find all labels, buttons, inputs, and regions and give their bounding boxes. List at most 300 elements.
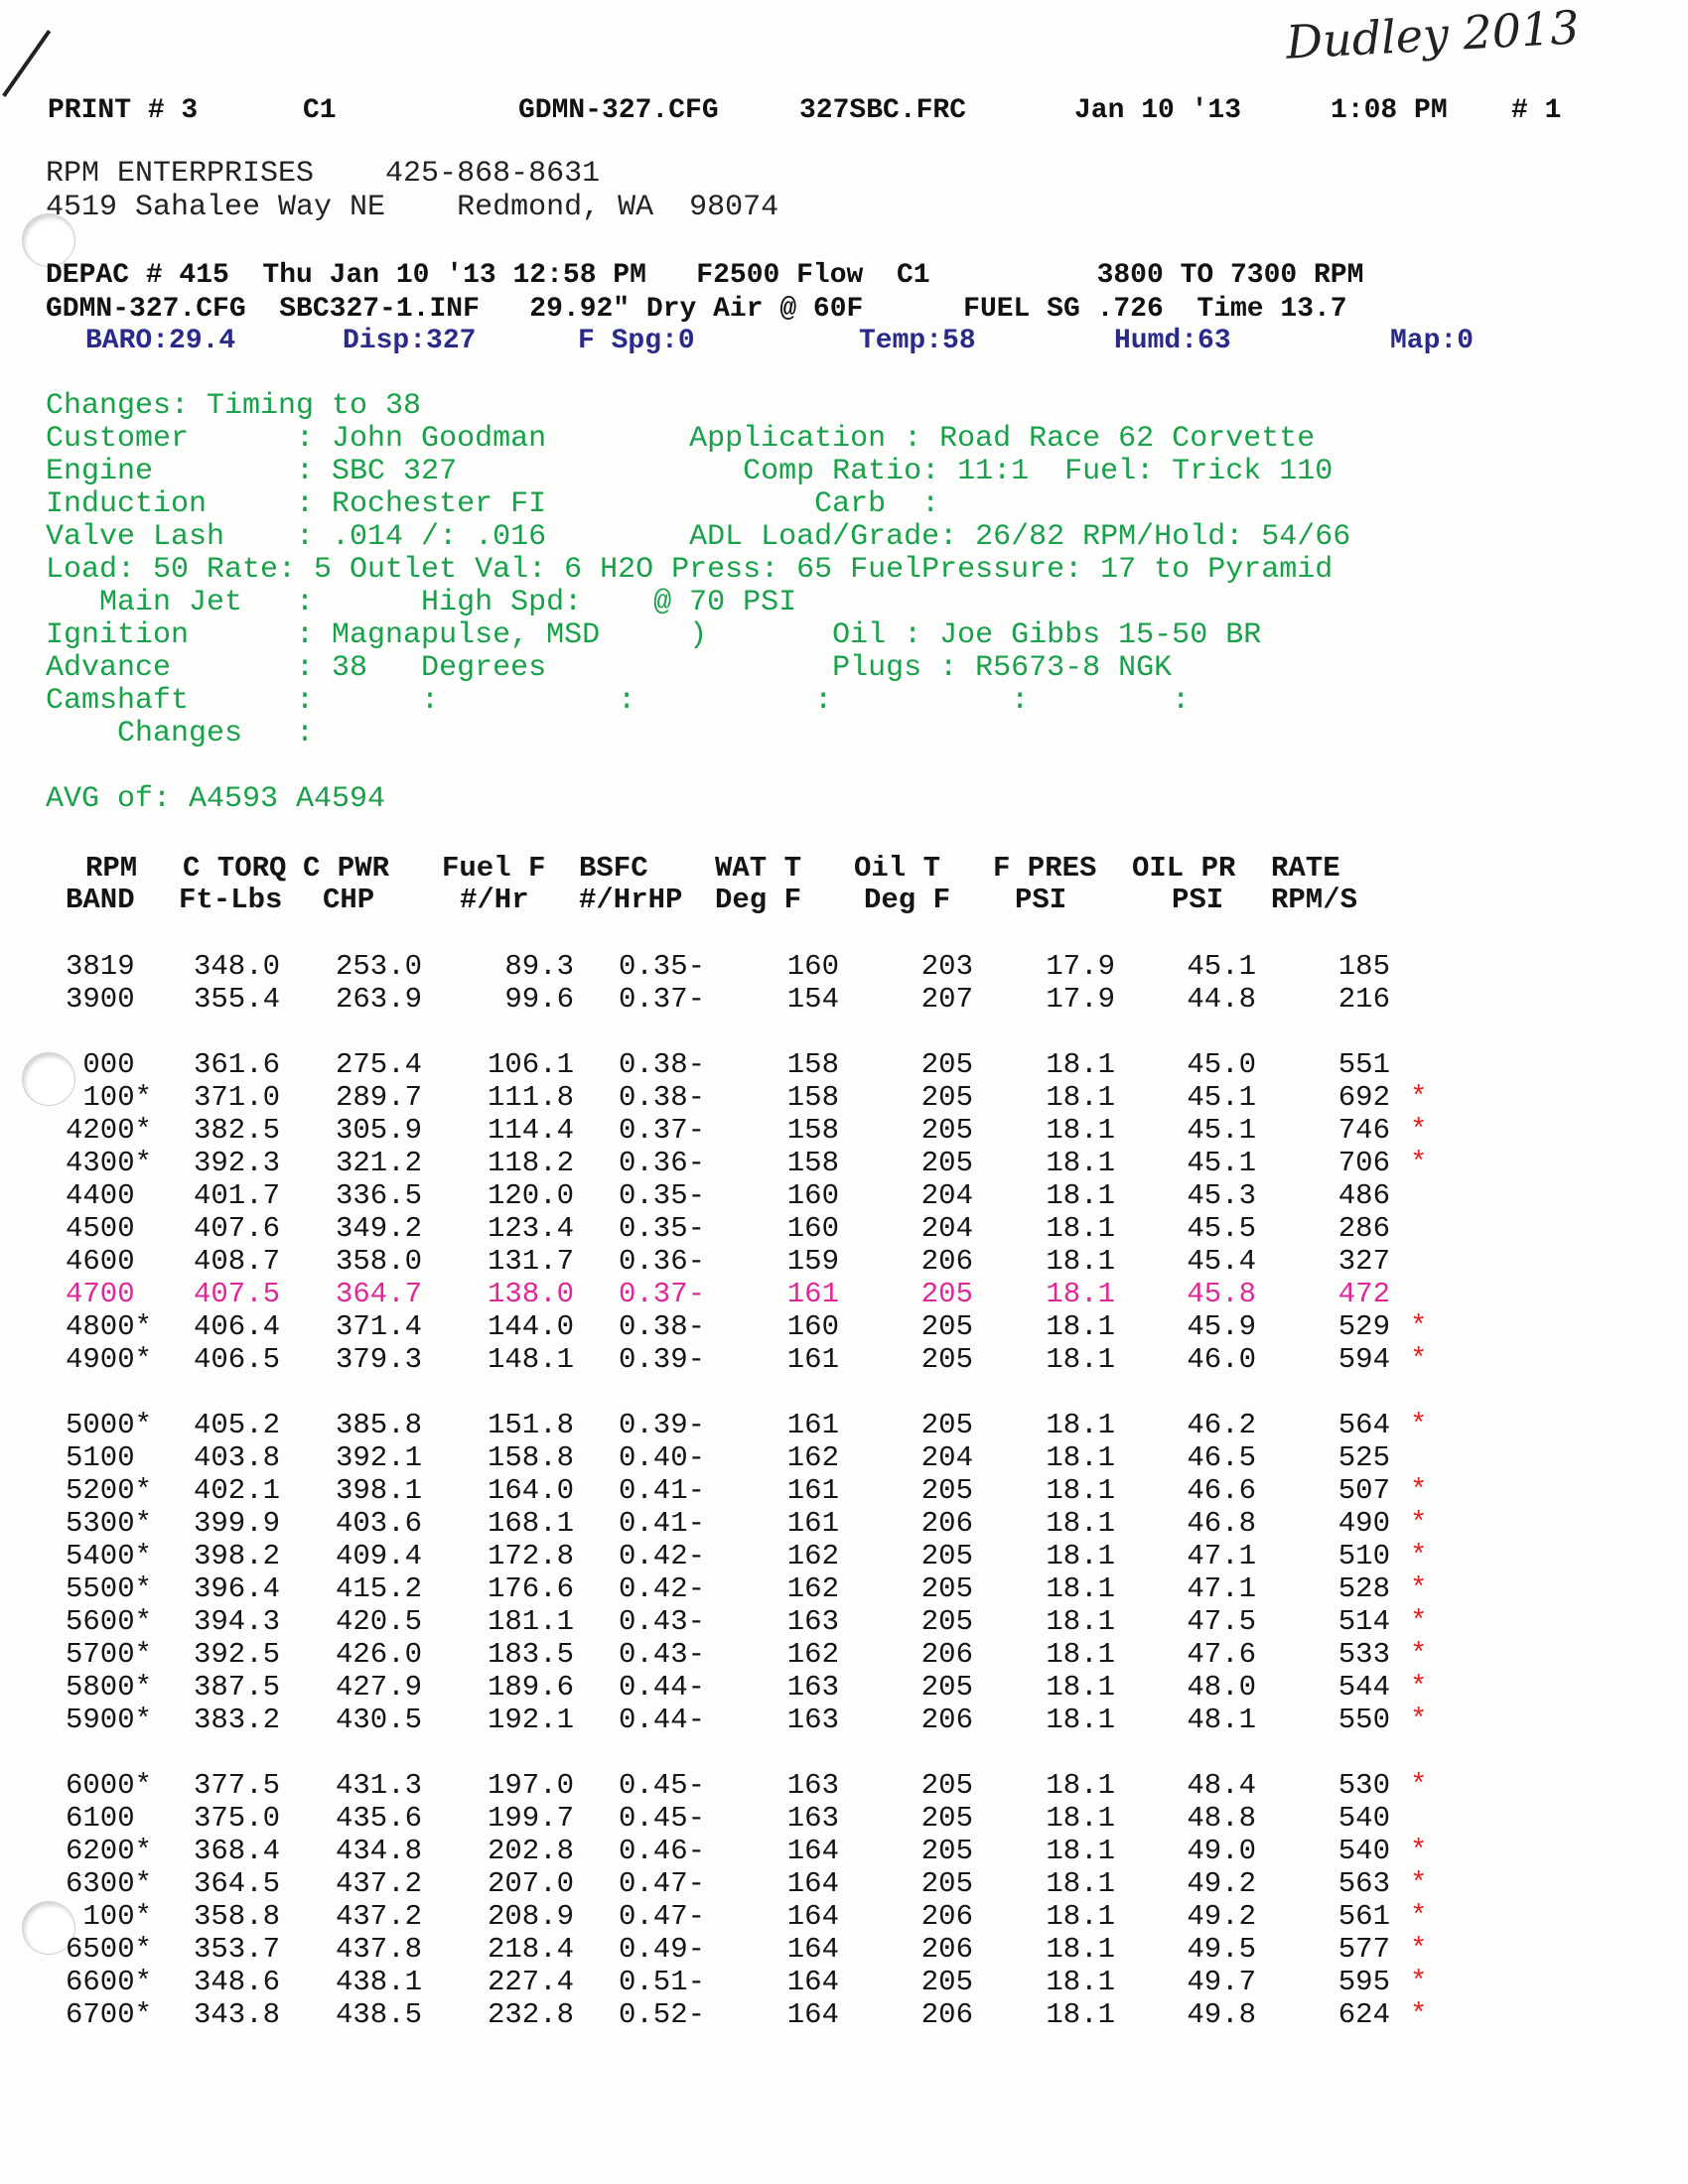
- cell-fuel: 164.0: [487, 1474, 574, 1507]
- cell-bsfc: 0.44-: [618, 1704, 705, 1736]
- cell-fuel: 202.8: [487, 1835, 574, 1867]
- cell-fuel: 138.0: [487, 1278, 574, 1310]
- cell-oil-temp: 206: [920, 1704, 973, 1736]
- cell-water-temp: 158: [786, 1114, 839, 1147]
- row-star-marker: *: [1410, 1900, 1428, 1933]
- cell-bsfc: 0.51-: [618, 1966, 705, 1998]
- cell-power: 438.1: [335, 1966, 422, 1998]
- cell-fuel: 189.6: [487, 1671, 574, 1704]
- cell-water-temp: 160: [786, 1310, 839, 1343]
- cell-power: 289.7: [335, 1081, 422, 1114]
- cell-torque: 343.8: [193, 1998, 280, 2031]
- cell-rate: 486: [1337, 1179, 1390, 1212]
- cell-water-temp: 160: [786, 950, 839, 983]
- company-name-phone: RPM ENTERPRISES 425-868-8631: [46, 157, 601, 191]
- cell-power: 398.1: [335, 1474, 422, 1507]
- row-star-marker: *: [1410, 1704, 1428, 1736]
- cell-fuel-pressure: 18.1: [1046, 1605, 1115, 1638]
- table-header-oil-pressure: OIL PR: [1132, 852, 1236, 885]
- cell-torque: 348.0: [193, 950, 280, 983]
- cell-water-temp: 160: [786, 1212, 839, 1245]
- cell-rpm: 100*: [66, 1081, 153, 1114]
- cell-torque: 353.7: [193, 1933, 280, 1966]
- cell-oil-pressure: 45.1: [1187, 1081, 1256, 1114]
- cell-oil-temp: 205: [920, 1802, 973, 1835]
- table-header-water-temp: WAT T: [715, 852, 802, 885]
- cell-bsfc: 0.45-: [618, 1802, 705, 1835]
- cell-fuel-pressure: 18.1: [1046, 1179, 1115, 1212]
- pen-check-mark: [2, 30, 51, 97]
- cell-oil-pressure: 45.4: [1187, 1245, 1256, 1278]
- cell-oil-pressure: 45.1: [1187, 1114, 1256, 1147]
- cell-oil-temp: 206: [920, 1507, 973, 1540]
- cell-fuel: 114.4: [487, 1114, 574, 1147]
- cell-rpm: 6300*: [66, 1867, 153, 1900]
- cell-oil-temp: 205: [920, 1409, 973, 1441]
- fspg-value: F Spg:0: [578, 326, 695, 356]
- cell-power: 415.2: [335, 1572, 422, 1605]
- cell-rate: 525: [1337, 1441, 1390, 1474]
- cell-bsfc: 0.38-: [618, 1048, 705, 1081]
- cell-oil-pressure: 45.1: [1187, 1147, 1256, 1179]
- cell-rate: 472: [1337, 1278, 1390, 1310]
- cell-torque: 375.0: [193, 1802, 280, 1835]
- cell-oil-pressure: 49.0: [1187, 1835, 1256, 1867]
- cell-fuel: 192.1: [487, 1704, 574, 1736]
- table-header-fuel-pressure: F PRES: [993, 852, 1097, 885]
- cell-power: 263.9: [335, 983, 422, 1016]
- cell-rate: 561: [1337, 1900, 1390, 1933]
- cell-oil-pressure: 49.2: [1187, 1867, 1256, 1900]
- note-line: Camshaft : : : : : :: [46, 684, 1191, 718]
- cell-fuel: 181.1: [487, 1605, 574, 1638]
- cell-rpm: 5300*: [66, 1507, 153, 1540]
- print-date: Jan 10 '13: [1074, 95, 1242, 126]
- cell-rate: 706: [1337, 1147, 1390, 1179]
- cell-oil-pressure: 47.6: [1187, 1638, 1256, 1671]
- cell-fuel-pressure: 18.1: [1046, 1802, 1115, 1835]
- cell-oil-temp: 205: [920, 1769, 973, 1802]
- cell-water-temp: 164: [786, 1998, 839, 2031]
- cell-rpm: 6700*: [66, 1998, 153, 2031]
- cell-torque: 394.3: [193, 1605, 280, 1638]
- table-subheader-rpm: BAND: [66, 884, 135, 916]
- cell-fuel: 218.4: [487, 1933, 574, 1966]
- cell-oil-temp: 206: [920, 1245, 973, 1278]
- cell-water-temp: 163: [786, 1802, 839, 1835]
- print-cfg-file: GDMN-327.CFG: [518, 95, 719, 126]
- cell-rate: 692: [1337, 1081, 1390, 1114]
- cell-oil-temp: 205: [920, 1540, 973, 1572]
- cell-fuel-pressure: 18.1: [1046, 1343, 1115, 1376]
- cell-oil-temp: 206: [920, 1638, 973, 1671]
- cell-oil-pressure: 46.6: [1187, 1474, 1256, 1507]
- cell-water-temp: 164: [786, 1933, 839, 1966]
- cell-bsfc: 0.43-: [618, 1638, 705, 1671]
- note-line: Customer : John Goodman Application : Road Race 62 Corvette: [46, 422, 1316, 456]
- avg-of-line: AVG of: A4593 A4594: [46, 782, 386, 816]
- cell-fuel-pressure: 18.1: [1046, 1638, 1115, 1671]
- cell-fuel: 168.1: [487, 1507, 574, 1540]
- cell-fuel: 227.4: [487, 1966, 574, 1998]
- cell-power: 392.1: [335, 1441, 422, 1474]
- cell-rate: 533: [1337, 1638, 1390, 1671]
- table-subheader-torque: Ft-Lbs: [179, 884, 283, 916]
- cell-rpm: 4900*: [66, 1343, 153, 1376]
- cell-rpm: 5600*: [66, 1605, 153, 1638]
- cell-power: 275.4: [335, 1048, 422, 1081]
- cell-power: 435.6: [335, 1802, 422, 1835]
- cell-power: 305.9: [335, 1114, 422, 1147]
- cell-water-temp: 161: [786, 1507, 839, 1540]
- cell-torque: 387.5: [193, 1671, 280, 1704]
- cell-bsfc: 0.38-: [618, 1081, 705, 1114]
- cell-rpm: 6600*: [66, 1966, 153, 1998]
- cell-fuel-pressure: 18.1: [1046, 1998, 1115, 2031]
- cell-rpm: 4800*: [66, 1310, 153, 1343]
- table-subheader-fuel: #/Hr: [460, 884, 529, 916]
- cell-power: 431.3: [335, 1769, 422, 1802]
- cell-oil-pressure: 46.5: [1187, 1441, 1256, 1474]
- cell-bsfc: 0.41-: [618, 1507, 705, 1540]
- cell-fuel-pressure: 18.1: [1046, 1212, 1115, 1245]
- run-info-line2: GDMN-327.CFG SBC327-1.INF 29.92" Dry Air @ 60F FUEL SG .726 Time 13.7: [46, 294, 1347, 325]
- cell-water-temp: 161: [786, 1409, 839, 1441]
- cell-power: 321.2: [335, 1147, 422, 1179]
- cell-fuel: 176.6: [487, 1572, 574, 1605]
- cell-oil-temp: 205: [920, 1966, 973, 1998]
- cell-torque: 368.4: [193, 1835, 280, 1867]
- cell-water-temp: 162: [786, 1441, 839, 1474]
- cell-bsfc: 0.41-: [618, 1474, 705, 1507]
- cell-fuel: 172.8: [487, 1540, 574, 1572]
- cell-fuel: 232.8: [487, 1998, 574, 2031]
- cell-rpm: 6000*: [66, 1769, 153, 1802]
- cell-power: 437.2: [335, 1867, 422, 1900]
- baro-value: BARO:29.4: [85, 326, 236, 356]
- cell-rpm: 5500*: [66, 1572, 153, 1605]
- cell-oil-temp: 205: [920, 1114, 973, 1147]
- cell-fuel: 151.8: [487, 1409, 574, 1441]
- cell-oil-pressure: 45.9: [1187, 1310, 1256, 1343]
- print-number: PRINT # 3: [48, 95, 199, 126]
- cell-power: 438.5: [335, 1998, 422, 2031]
- cell-rpm: 4700: [66, 1278, 135, 1310]
- cell-bsfc: 0.35-: [618, 1179, 705, 1212]
- cell-oil-pressure: 46.8: [1187, 1507, 1256, 1540]
- cell-torque: 403.8: [193, 1441, 280, 1474]
- note-line: Valve Lash : .014 /: .016 ADL Load/Grade: 26/82 RPM/Hold: 54/66: [46, 520, 1351, 554]
- cell-oil-pressure: 47.1: [1187, 1572, 1256, 1605]
- cell-torque: 402.1: [193, 1474, 280, 1507]
- cell-water-temp: 161: [786, 1278, 839, 1310]
- cell-oil-pressure: 49.2: [1187, 1900, 1256, 1933]
- cell-rate: 510: [1337, 1540, 1390, 1572]
- cell-rpm: 100*: [66, 1900, 153, 1933]
- print-page: # 1: [1511, 95, 1562, 126]
- cell-bsfc: 0.37-: [618, 1278, 705, 1310]
- note-line: Ignition : Magnapulse, MSD ) Oil : Joe Gibbs 15-50 BR: [46, 618, 1262, 652]
- cell-water-temp: 164: [786, 1835, 839, 1867]
- cell-oil-pressure: 48.0: [1187, 1671, 1256, 1704]
- note-line: Engine : SBC 327 Comp Ratio: 11:1 Fuel: Trick 110: [46, 455, 1334, 488]
- cell-bsfc: 0.43-: [618, 1605, 705, 1638]
- cell-rpm: 5100: [66, 1441, 135, 1474]
- table-subheader-oil-temp: Deg F: [864, 884, 951, 916]
- cell-oil-pressure: 46.2: [1187, 1409, 1256, 1441]
- cell-power: 437.8: [335, 1933, 422, 1966]
- cell-fuel-pressure: 18.1: [1046, 1933, 1115, 1966]
- run-info-line1: DEPAC # 415 Thu Jan 10 '13 12:58 PM F2500 Flow C1 3800 TO 7300 RPM: [46, 260, 1364, 291]
- cell-fuel-pressure: 18.1: [1046, 1966, 1115, 1998]
- cell-fuel-pressure: 18.1: [1046, 1245, 1115, 1278]
- cell-fuel-pressure: 18.1: [1046, 1540, 1115, 1572]
- table-header-oil-temp: Oil T: [854, 852, 941, 885]
- cell-oil-pressure: 45.3: [1187, 1179, 1256, 1212]
- cell-rate: 327: [1337, 1245, 1390, 1278]
- temp-value: Temp:58: [859, 326, 976, 356]
- cell-water-temp: 163: [786, 1671, 839, 1704]
- cell-fuel-pressure: 18.1: [1046, 1474, 1115, 1507]
- cell-oil-pressure: 47.1: [1187, 1540, 1256, 1572]
- cell-rate: 563: [1337, 1867, 1390, 1900]
- cell-rate: 624: [1337, 1998, 1390, 2031]
- cell-fuel: 183.5: [487, 1638, 574, 1671]
- cell-water-temp: 161: [786, 1474, 839, 1507]
- cell-bsfc: 0.47-: [618, 1900, 705, 1933]
- cell-rate: 550: [1337, 1704, 1390, 1736]
- cell-bsfc: 0.49-: [618, 1933, 705, 1966]
- cell-rpm: 6100: [66, 1802, 135, 1835]
- cell-oil-temp: 205: [920, 1605, 973, 1638]
- cell-water-temp: 162: [786, 1638, 839, 1671]
- cell-rate: 490: [1337, 1507, 1390, 1540]
- cell-fuel: 148.1: [487, 1343, 574, 1376]
- cell-rate: 564: [1337, 1409, 1390, 1441]
- cell-oil-temp: 205: [920, 1835, 973, 1867]
- cell-torque: 407.5: [193, 1278, 280, 1310]
- cell-oil-temp: 205: [920, 1671, 973, 1704]
- cell-power: 336.5: [335, 1179, 422, 1212]
- cell-torque: 401.7: [193, 1179, 280, 1212]
- cell-torque: 361.6: [193, 1048, 280, 1081]
- print-code: C1: [303, 95, 337, 126]
- cell-power: 253.0: [335, 950, 422, 983]
- cell-fuel-pressure: 18.1: [1046, 1048, 1115, 1081]
- cell-rpm: 5900*: [66, 1704, 153, 1736]
- cell-power: 427.9: [335, 1671, 422, 1704]
- cell-fuel-pressure: 18.1: [1046, 1900, 1115, 1933]
- cell-power: 371.4: [335, 1310, 422, 1343]
- cell-torque: 371.0: [193, 1081, 280, 1114]
- cell-fuel: 144.0: [487, 1310, 574, 1343]
- row-star-marker: *: [1410, 1966, 1428, 1998]
- cell-water-temp: 163: [786, 1605, 839, 1638]
- cell-oil-temp: 205: [920, 1572, 973, 1605]
- row-star-marker: *: [1410, 1998, 1428, 2031]
- cell-bsfc: 0.36-: [618, 1147, 705, 1179]
- cell-fuel-pressure: 18.1: [1046, 1572, 1115, 1605]
- row-star-marker: *: [1410, 1540, 1428, 1572]
- table-subheader-power: CHP: [323, 884, 375, 916]
- cell-oil-temp: 205: [920, 1310, 973, 1343]
- note-line: Induction : Rochester FI Carb :: [46, 487, 940, 521]
- cell-power: 364.7: [335, 1278, 422, 1310]
- cell-fuel: 89.3: [504, 950, 574, 983]
- cell-fuel: 131.7: [487, 1245, 574, 1278]
- cell-fuel-pressure: 18.1: [1046, 1081, 1115, 1114]
- row-star-marker: *: [1410, 1343, 1428, 1376]
- cell-rate: 286: [1337, 1212, 1390, 1245]
- cell-rate: 551: [1337, 1048, 1390, 1081]
- cell-fuel-pressure: 18.1: [1046, 1867, 1115, 1900]
- row-star-marker: *: [1410, 1835, 1428, 1867]
- table-subheader-rate: RPM/S: [1271, 884, 1358, 916]
- cell-oil-temp: 207: [920, 983, 973, 1016]
- cell-bsfc: 0.36-: [618, 1245, 705, 1278]
- row-star-marker: *: [1410, 1572, 1428, 1605]
- cell-bsfc: 0.39-: [618, 1409, 705, 1441]
- cell-rate: 540: [1337, 1835, 1390, 1867]
- cell-rate: 528: [1337, 1572, 1390, 1605]
- cell-oil-temp: 203: [920, 950, 973, 983]
- cell-water-temp: 158: [786, 1147, 839, 1179]
- cell-torque: 407.6: [193, 1212, 280, 1245]
- cell-rate: 530: [1337, 1769, 1390, 1802]
- note-line: Main Jet : High Spd: @ 70 PSI: [46, 586, 797, 619]
- cell-rpm: 000: [66, 1048, 135, 1081]
- cell-bsfc: 0.46-: [618, 1835, 705, 1867]
- cell-oil-pressure: 49.5: [1187, 1933, 1256, 1966]
- cell-water-temp: 164: [786, 1966, 839, 1998]
- cell-fuel: 199.7: [487, 1802, 574, 1835]
- cell-fuel-pressure: 17.9: [1046, 950, 1115, 983]
- table-subheader-water-temp: Deg F: [715, 884, 802, 916]
- cell-bsfc: 0.42-: [618, 1540, 705, 1572]
- cell-fuel-pressure: 18.1: [1046, 1769, 1115, 1802]
- cell-water-temp: 160: [786, 1179, 839, 1212]
- cell-rpm: 6200*: [66, 1835, 153, 1867]
- cell-oil-pressure: 48.1: [1187, 1704, 1256, 1736]
- cell-torque: 358.8: [193, 1900, 280, 1933]
- cell-oil-temp: 205: [920, 1867, 973, 1900]
- cell-power: 426.0: [335, 1638, 422, 1671]
- cell-power: 349.2: [335, 1212, 422, 1245]
- disp-value: Disp:327: [343, 326, 477, 356]
- map-value: Map:0: [1390, 326, 1475, 356]
- cell-water-temp: 158: [786, 1081, 839, 1114]
- cell-fuel: 120.0: [487, 1179, 574, 1212]
- cell-fuel: 123.4: [487, 1212, 574, 1245]
- cell-fuel: 197.0: [487, 1769, 574, 1802]
- cell-fuel: 158.8: [487, 1441, 574, 1474]
- cell-oil-pressure: 46.0: [1187, 1343, 1256, 1376]
- cell-rpm: 3900: [66, 983, 135, 1016]
- row-star-marker: *: [1410, 1933, 1428, 1966]
- cell-water-temp: 162: [786, 1540, 839, 1572]
- cell-rate: 594: [1337, 1343, 1390, 1376]
- table-header-rate: RATE: [1271, 852, 1340, 885]
- cell-bsfc: 0.37-: [618, 983, 705, 1016]
- cell-rpm: 6500*: [66, 1933, 153, 1966]
- cell-water-temp: 158: [786, 1048, 839, 1081]
- cell-fuel: 207.0: [487, 1867, 574, 1900]
- cell-rpm: 4300*: [66, 1147, 153, 1179]
- table-subheader-oil-pressure: PSI: [1172, 884, 1224, 916]
- table-header-power: C PWR: [303, 852, 390, 885]
- cell-rpm: 5700*: [66, 1638, 153, 1671]
- cell-rpm: 4200*: [66, 1114, 153, 1147]
- cell-power: 430.5: [335, 1704, 422, 1736]
- cell-power: 409.4: [335, 1540, 422, 1572]
- cell-rpm: 4500: [66, 1212, 135, 1245]
- cell-oil-temp: 205: [920, 1474, 973, 1507]
- handwritten-note: Dudley 2013: [1284, 0, 1581, 69]
- cell-power: 434.8: [335, 1835, 422, 1867]
- cell-oil-temp: 204: [920, 1441, 973, 1474]
- cell-rpm: 4400: [66, 1179, 135, 1212]
- cell-fuel-pressure: 18.1: [1046, 1310, 1115, 1343]
- cell-power: 403.6: [335, 1507, 422, 1540]
- cell-torque: 408.7: [193, 1245, 280, 1278]
- cell-fuel: 118.2: [487, 1147, 574, 1179]
- cell-fuel-pressure: 18.1: [1046, 1278, 1115, 1310]
- cell-water-temp: 154: [786, 983, 839, 1016]
- cell-oil-temp: 206: [920, 1900, 973, 1933]
- cell-bsfc: 0.45-: [618, 1769, 705, 1802]
- cell-torque: 406.4: [193, 1310, 280, 1343]
- cell-oil-pressure: 49.7: [1187, 1966, 1256, 1998]
- cell-torque: 383.2: [193, 1704, 280, 1736]
- table-subheader-bsfc: #/HrHP: [579, 884, 683, 916]
- cell-water-temp: 163: [786, 1704, 839, 1736]
- cell-torque: 406.5: [193, 1343, 280, 1376]
- cell-torque: 364.5: [193, 1867, 280, 1900]
- cell-torque: 392.3: [193, 1147, 280, 1179]
- cell-rate: 185: [1337, 950, 1390, 983]
- cell-oil-temp: 205: [920, 1048, 973, 1081]
- cell-rpm: 5400*: [66, 1540, 153, 1572]
- cell-oil-pressure: 48.4: [1187, 1769, 1256, 1802]
- row-star-marker: *: [1410, 1867, 1428, 1900]
- table-header-torque: C TORQ: [183, 852, 287, 885]
- note-line: Changes: Timing to 38: [46, 389, 422, 423]
- cell-bsfc: 0.37-: [618, 1114, 705, 1147]
- cell-rpm: 5000*: [66, 1409, 153, 1441]
- cell-bsfc: 0.40-: [618, 1441, 705, 1474]
- cell-water-temp: 164: [786, 1867, 839, 1900]
- cell-oil-temp: 206: [920, 1933, 973, 1966]
- cell-water-temp: 164: [786, 1900, 839, 1933]
- cell-rpm: 5800*: [66, 1671, 153, 1704]
- row-star-marker: *: [1410, 1671, 1428, 1704]
- cell-fuel: 111.8: [487, 1081, 574, 1114]
- cell-rpm: 5200*: [66, 1474, 153, 1507]
- cell-oil-pressure: 45.0: [1187, 1048, 1256, 1081]
- cell-bsfc: 0.52-: [618, 1998, 705, 2031]
- cell-bsfc: 0.39-: [618, 1343, 705, 1376]
- cell-rate: 577: [1337, 1933, 1390, 1966]
- cell-oil-temp: 204: [920, 1179, 973, 1212]
- cell-oil-temp: 204: [920, 1212, 973, 1245]
- cell-torque: 398.2: [193, 1540, 280, 1572]
- row-star-marker: *: [1410, 1638, 1428, 1671]
- cell-torque: 377.5: [193, 1769, 280, 1802]
- cell-bsfc: 0.38-: [618, 1310, 705, 1343]
- cell-oil-pressure: 45.5: [1187, 1212, 1256, 1245]
- cell-oil-temp: 205: [920, 1343, 973, 1376]
- cell-oil-temp: 205: [920, 1147, 973, 1179]
